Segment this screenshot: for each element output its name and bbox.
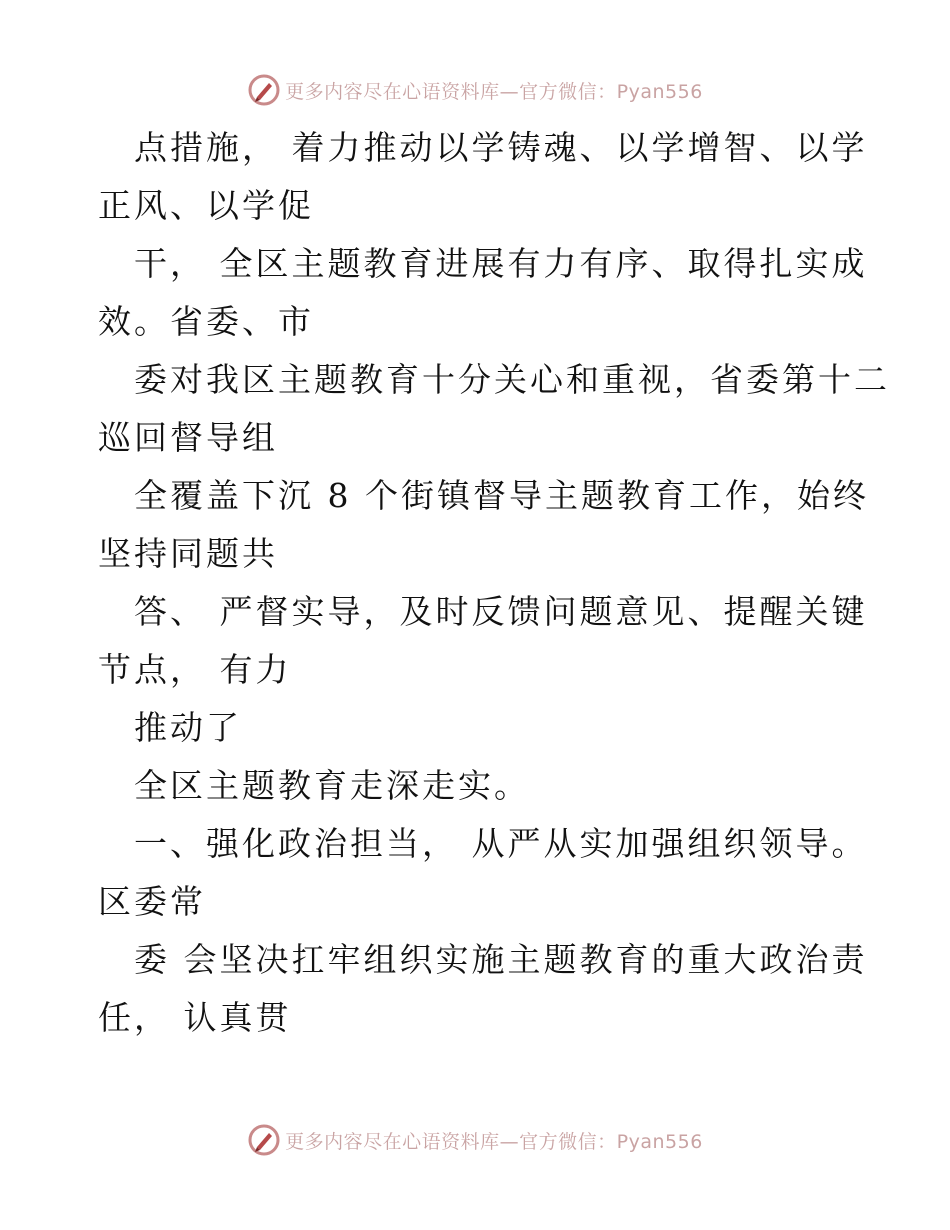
pen-logo-icon <box>247 1123 281 1157</box>
text-line: 全覆盖下沉 8 个街镇督导主题教育工作，始终 <box>98 476 869 515</box>
text-line: 坚持同题共 <box>98 534 278 573</box>
header-text: 更多内容尽在心语资料库—官方微信：Pyan556 <box>285 80 703 103</box>
text-line: 点措施， 着力推动以学铸魂、以学增智、以学 <box>98 128 868 167</box>
text-line: 区委常 <box>98 882 206 921</box>
footer-banner <box>0 1120 950 1160</box>
text-line: 任， 认真贯 <box>98 998 292 1037</box>
text-line: 推动了 <box>98 708 242 747</box>
text-line: 答、 严督实导，及时反馈问题意见、提醒关键 <box>98 592 868 631</box>
text-line: 巡回督导组 <box>98 418 278 457</box>
text-line: 委 会坚决扛牢组织实施主题教育的重大政治责 <box>98 940 868 979</box>
footer-text: 更多内容尽在心语资料库—官方微信：Pyan556 <box>285 1130 703 1153</box>
text-line: 一、强化政治担当， 从严从实加强组织领导。 <box>98 824 868 863</box>
text-line: 效。省委、市 <box>98 302 314 341</box>
text-line: 干， 全区主题教育进展有力有序、取得扎实成 <box>98 244 868 283</box>
text-line: 正风、以学促 <box>98 186 314 225</box>
text-line: 全区主题教育走深走实。 <box>98 766 530 805</box>
text-line: 委对我区主题教育十分关心和重视，省委第十二 <box>98 360 890 399</box>
text-line: 节点， 有力 <box>98 650 292 689</box>
